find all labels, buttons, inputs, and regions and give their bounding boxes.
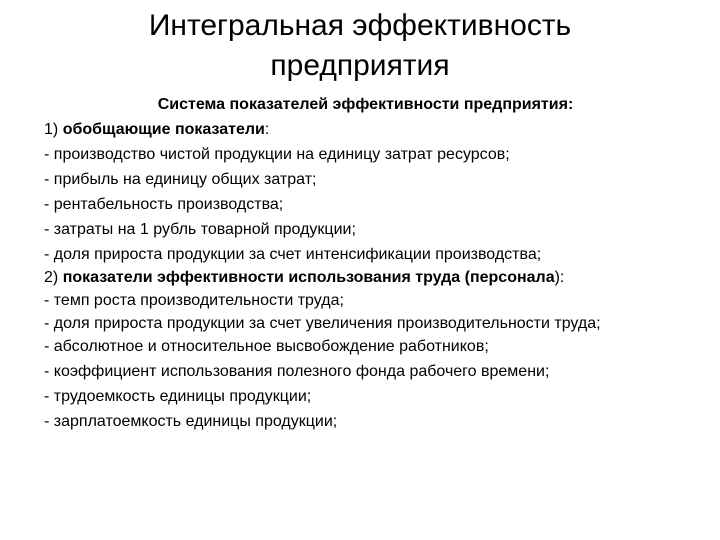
list-item: - зарплатоемкость единицы продукции; bbox=[44, 413, 338, 430]
list-item: - абсолютное и относительное высвобождение работников; bbox=[44, 338, 489, 355]
section-2-heading: показатели эффективности использования труда (персонала bbox=[62, 269, 555, 286]
subtitle: Система показателей эффективности предприятия: bbox=[157, 96, 574, 113]
section-1-header bbox=[44, 120, 687, 140]
section-1-number: 1) bbox=[44, 121, 59, 138]
list-item: - доля прироста продукции за счет увеличения производительности труда; bbox=[44, 315, 601, 332]
section-1-suffix: : bbox=[264, 121, 270, 138]
list-item: - прибыль на единицу общих затрат; bbox=[44, 171, 317, 188]
list-item: - рентабельность производства; bbox=[44, 196, 284, 213]
section-1-heading: обобщающие показатели bbox=[62, 121, 265, 138]
list-item: - коэффициент использования полезного фонда рабочего времени; bbox=[44, 363, 550, 380]
list-item: - трудоемкость единицы продукции; bbox=[44, 388, 312, 405]
list-item: - доля прироста продукции за счет интенсификации производства; bbox=[44, 246, 542, 263]
slide-title-line-1: Интегральная эффективность bbox=[148, 9, 572, 42]
list-item: - темп роста производительности труда; bbox=[44, 292, 344, 309]
slide-body bbox=[44, 95, 687, 437]
slide-title bbox=[40, 6, 680, 86]
section-2-header bbox=[44, 270, 687, 286]
section-2-suffix: ): bbox=[554, 269, 565, 286]
slide-title-line-2: предприятия bbox=[270, 49, 450, 82]
section-2-number: 2) bbox=[44, 269, 59, 286]
list-item: - производство чистой продукции на единицу затрат ресурсов; bbox=[44, 146, 510, 163]
list-item: - затраты на 1 рубль товарной продукции; bbox=[44, 221, 356, 238]
